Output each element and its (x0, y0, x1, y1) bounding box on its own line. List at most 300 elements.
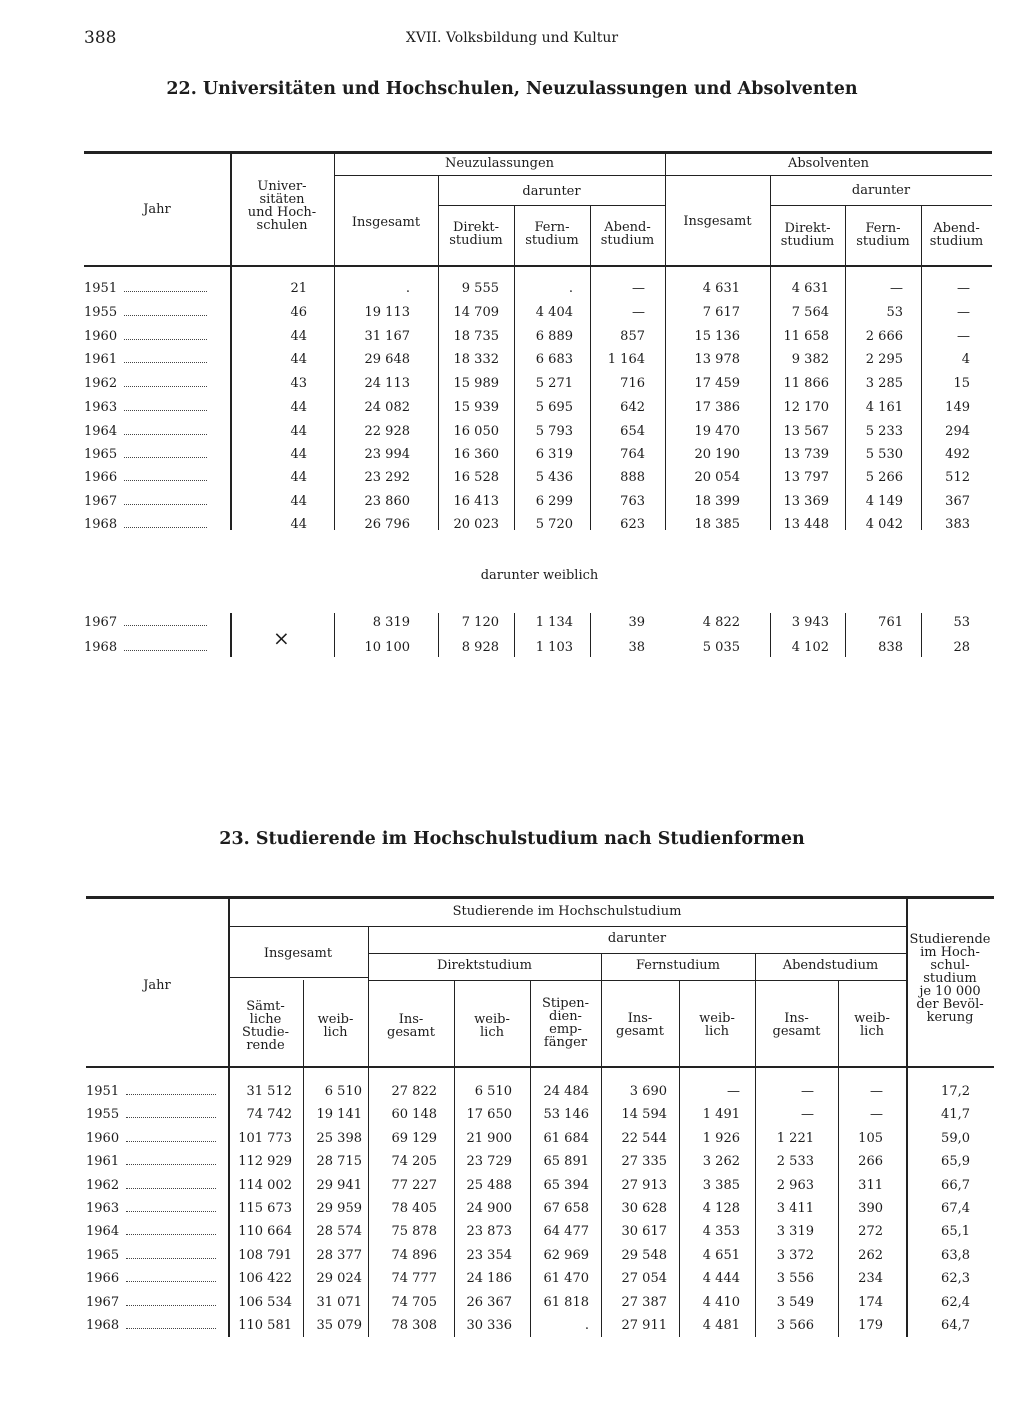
table-cell: 27 913 (621, 1178, 667, 1193)
dot-leader (126, 1188, 216, 1189)
table-cell: 4 404 (535, 305, 573, 320)
header-jahr: Jahr (143, 202, 171, 217)
table-cell: 23 860 (364, 494, 410, 509)
table-cell: 67 658 (543, 1201, 589, 1216)
column-rule (368, 926, 369, 1337)
year-label: 1965 (86, 1248, 120, 1263)
dot-leader (126, 1164, 216, 1165)
table-cell: 6 319 (535, 447, 573, 462)
table-cell: 23 292 (364, 470, 410, 485)
header-bottom-rule (84, 265, 992, 267)
year-label: 1963 (86, 1201, 120, 1216)
table-cell: 764 (620, 447, 645, 462)
row-year (86, 1224, 216, 1240)
table-cell: 110 664 (238, 1224, 292, 1239)
row-year (86, 1154, 216, 1170)
table-cell: 2 533 (776, 1154, 814, 1169)
table-cell: 4 128 (702, 1201, 740, 1216)
table-cell: 4 102 (791, 640, 829, 655)
table-cell: — (801, 1084, 814, 1099)
row-year (84, 517, 207, 533)
table-cell: 31 071 (316, 1295, 362, 1310)
table-cell: 1 926 (702, 1131, 740, 1146)
dot-leader (124, 527, 207, 528)
table-cell: 27 335 (621, 1154, 667, 1169)
table-cell: 4 444 (702, 1271, 740, 1286)
table-cell: 26 367 (466, 1295, 512, 1310)
table-cell: 14 594 (621, 1107, 667, 1122)
table-cell: 41,7 (941, 1107, 970, 1122)
table-cell: 64 477 (543, 1224, 589, 1239)
column-rule (514, 613, 515, 657)
table-cell: 13 567 (783, 424, 829, 439)
table-cell: 18 332 (453, 352, 499, 367)
year-label: 1960 (84, 329, 118, 344)
table-cell: 31 512 (246, 1084, 292, 1099)
table-cell: 149 (945, 400, 970, 415)
table-cell: 4 (961, 352, 970, 367)
table-cell: 23 994 (364, 447, 410, 462)
table22-title: 22. Universitäten und Hochschulen, Neuzulassungen und Absolventen (166, 79, 858, 99)
table-cell: 3 262 (702, 1154, 740, 1169)
year-label: 1961 (84, 352, 118, 367)
table-cell: 29 941 (316, 1178, 362, 1193)
table-cell: 22 544 (621, 1131, 667, 1146)
row-year (86, 1131, 216, 1147)
table-cell: 28 574 (316, 1224, 362, 1239)
table-cell: 65 394 (543, 1178, 589, 1193)
table-cell: 62,3 (941, 1271, 970, 1286)
year-label: 1962 (84, 376, 118, 391)
table-cell: 2 963 (776, 1178, 814, 1193)
table-cell: 761 (878, 615, 903, 630)
table-cell: 29 024 (316, 1271, 362, 1286)
table-cell: — (870, 1107, 883, 1122)
table-cell: 18 735 (453, 329, 499, 344)
table-cell: 6 683 (535, 352, 573, 367)
table-cell: 7 564 (791, 305, 829, 320)
table-cell: 74 896 (391, 1248, 437, 1263)
table-cell: 26 796 (364, 517, 410, 532)
column-rule (334, 151, 335, 530)
row-year (84, 352, 207, 368)
table-cell: 642 (620, 400, 645, 415)
column-rule (514, 205, 515, 530)
table-cell: 16 528 (453, 470, 499, 485)
dot-leader (124, 386, 207, 387)
table-cell: 75 878 (391, 1224, 437, 1239)
header-neuzulassungen: Neuzulassungen (444, 156, 555, 171)
year-label: 1955 (86, 1107, 120, 1122)
row-year (84, 281, 207, 297)
dot-leader (126, 1281, 216, 1282)
table-cell: 19 113 (364, 305, 410, 320)
table-cell: 857 (620, 329, 645, 344)
table-cell: 44 (290, 494, 307, 509)
table-cell: 74 777 (391, 1271, 437, 1286)
dot-leader (124, 339, 207, 340)
table-cell: 888 (620, 470, 645, 485)
header-weiblich: weib- lich (474, 1012, 510, 1040)
column-rule (590, 613, 591, 657)
table-cell: 1 164 (607, 352, 645, 367)
dot-leader (124, 434, 207, 435)
table-cell: 3 411 (776, 1201, 814, 1216)
table-cell: 4 042 (865, 517, 903, 532)
table-cell: 13 448 (783, 517, 829, 532)
table-cell: 65,9 (941, 1154, 970, 1169)
header-insgesamt: Ins- gesamt (387, 1012, 435, 1040)
table-cell: 13 797 (783, 470, 829, 485)
table-cell: 77 227 (391, 1178, 437, 1193)
table-cell: 23 873 (466, 1224, 512, 1239)
header-stipendienempfaenger: Stipen- dien- emp- fänger (541, 996, 590, 1050)
table-cell: 8 928 (461, 640, 499, 655)
page-header: XVII. Volksbildung und Kultur (405, 30, 619, 46)
year-label: 1968 (86, 1318, 120, 1333)
table-cell: . (568, 281, 573, 296)
row-year (84, 424, 207, 440)
table-cell: 763 (620, 494, 645, 509)
table-cell: 1 491 (702, 1107, 740, 1122)
row-year (84, 447, 207, 463)
table-cell: 44 (290, 329, 307, 344)
header-weiblich: weib- lich (854, 1011, 890, 1039)
table-cell: 18 399 (694, 494, 740, 509)
dot-leader (124, 457, 207, 458)
table-cell: 65 891 (543, 1154, 589, 1169)
row-year (84, 470, 207, 486)
header-universitaeten: Univer- sitäten und Hoch- schulen (247, 179, 317, 233)
table-cell: 1 221 (776, 1131, 814, 1146)
table-cell: 5 233 (865, 424, 903, 439)
year-label: 1964 (84, 424, 118, 439)
table-cell: 262 (858, 1248, 883, 1263)
table-cell: 179 (858, 1318, 883, 1333)
table-cell: 311 (858, 1178, 883, 1193)
table-cell: — (632, 305, 645, 320)
table-cell: 38 (628, 640, 645, 655)
header-abendstudium: Abendstudium (782, 958, 879, 973)
table-cell: 5 271 (535, 376, 573, 391)
year-label: 1951 (86, 1084, 120, 1099)
table-cell: 78 308 (391, 1318, 437, 1333)
year-label: 1966 (86, 1271, 120, 1286)
table-cell: . (584, 1318, 589, 1333)
table-cell: 5 793 (535, 424, 573, 439)
column-rule (755, 953, 756, 1337)
table-cell: 23 354 (466, 1248, 512, 1263)
header-insgesamt: Insgesamt (351, 215, 421, 230)
table-cell: 19 141 (316, 1107, 362, 1122)
row-year (84, 329, 207, 345)
table-cell: 46 (290, 305, 307, 320)
year-label: 1960 (86, 1131, 120, 1146)
page-number: 388 (84, 28, 117, 48)
table-cell: — (890, 281, 903, 296)
table-cell: 35 079 (316, 1318, 362, 1333)
table-cell: 3 566 (776, 1318, 814, 1333)
table-cell: 44 (290, 447, 307, 462)
table-cell: 44 (290, 470, 307, 485)
table-cell: 4 481 (702, 1318, 740, 1333)
row-year (84, 305, 207, 321)
top-rule (86, 896, 994, 899)
table-cell: 234 (858, 1271, 883, 1286)
table-cell: — (957, 281, 970, 296)
table-cell: 74 742 (246, 1107, 292, 1122)
table-cell: 22 928 (364, 424, 410, 439)
table-cell: 17 386 (694, 400, 740, 415)
table-cell: 16 413 (453, 494, 499, 509)
table-cell: 15 939 (453, 400, 499, 415)
table-cell: 24 484 (543, 1084, 589, 1099)
table-cell: 2 666 (865, 329, 903, 344)
year-label: 1965 (84, 447, 118, 462)
table-cell: 5 695 (535, 400, 573, 415)
table-cell: 3 285 (865, 376, 903, 391)
row-year (86, 1271, 216, 1287)
table-cell: 3 385 (702, 1178, 740, 1193)
column-rule (334, 613, 335, 657)
row-year (84, 615, 207, 631)
table-cell: 112 929 (238, 1154, 292, 1169)
dot-leader (124, 625, 207, 626)
table-cell: — (870, 1084, 883, 1099)
header-direktstudium: Direkt- studium (780, 221, 835, 249)
table-cell: 16 360 (453, 447, 499, 462)
year-label: 1967 (86, 1295, 120, 1310)
table-cell: 105 (858, 1131, 883, 1146)
table-cell: 74 205 (391, 1154, 437, 1169)
column-rule (590, 205, 591, 530)
header-weiblich: weib- lich (317, 1012, 354, 1040)
table-cell: 24 186 (466, 1271, 512, 1286)
table-cell: 11 866 (783, 376, 829, 391)
table-cell: 4 149 (865, 494, 903, 509)
rule (228, 977, 368, 978)
dot-leader (124, 480, 207, 481)
table-cell: 17,2 (941, 1084, 970, 1099)
row-year (86, 1295, 216, 1311)
table-cell: 27 054 (621, 1271, 667, 1286)
table-cell: 27 822 (391, 1084, 437, 1099)
row-year (84, 376, 207, 392)
header-insgesamt: Ins- gesamt (616, 1011, 664, 1039)
table-cell: 19 470 (694, 424, 740, 439)
table-cell: 106 422 (238, 1271, 292, 1286)
header-absolventen: Absolventen (787, 156, 870, 171)
table-cell: 5 436 (535, 470, 573, 485)
table-cell: 62,4 (941, 1295, 970, 1310)
table-cell: 78 405 (391, 1201, 437, 1216)
dot-leader (124, 410, 207, 411)
table-cell: 512 (945, 470, 970, 485)
table-cell: 20 023 (453, 517, 499, 532)
rule (438, 205, 665, 206)
table-cell: 44 (290, 517, 307, 532)
table-cell: 44 (290, 424, 307, 439)
column-rule (845, 613, 846, 657)
table-cell: 29 548 (621, 1248, 667, 1263)
dot-leader (124, 650, 207, 651)
table-cell: 272 (858, 1224, 883, 1239)
header-bottom-rule (86, 1066, 994, 1068)
header-saemtliche-studierende: Sämt- liche Studie- rende (241, 999, 290, 1053)
table-cell: 65,1 (941, 1224, 970, 1239)
dot-leader (124, 291, 207, 292)
table-cell: 716 (620, 376, 645, 391)
table-cell: 3 319 (776, 1224, 814, 1239)
row-year (84, 640, 207, 656)
column-rule (665, 151, 666, 530)
table-cell: 4 161 (865, 400, 903, 415)
table-cell: 20 054 (694, 470, 740, 485)
table-cell: — (727, 1084, 740, 1099)
table-cell: 25 488 (466, 1178, 512, 1193)
table-cell: 24 082 (364, 400, 410, 415)
table-cell: 15 989 (453, 376, 499, 391)
column-rule (921, 613, 922, 657)
table-cell: 59,0 (941, 1131, 970, 1146)
table-cell: 29 959 (316, 1201, 362, 1216)
table-cell: 7 617 (702, 305, 740, 320)
rule (665, 175, 992, 176)
table-cell: 20 190 (694, 447, 740, 462)
table-cell: . (405, 281, 410, 296)
column-rule (921, 205, 922, 530)
header-darunter: darunter (607, 931, 667, 946)
table-cell: 24 900 (466, 1201, 512, 1216)
table-cell: 390 (858, 1201, 883, 1216)
header-studierende: Studierende im Hochschulstudium (452, 904, 682, 919)
table-cell: 5 530 (865, 447, 903, 462)
table-cell: 18 385 (694, 517, 740, 532)
table-cell: 39 (628, 615, 645, 630)
table-cell: 62 969 (543, 1248, 589, 1263)
table-cell: 7 120 (461, 615, 499, 630)
column-rule (845, 205, 846, 530)
table-cell: 53 (886, 305, 903, 320)
table-cell: 15 (953, 376, 970, 391)
table-cell: 21 900 (466, 1131, 512, 1146)
table-cell: 17 459 (694, 376, 740, 391)
table-cell: 60 148 (391, 1107, 437, 1122)
header-studierende-je-10000: Studierende im Hoch- schul- studium je 10 000 der Bevöl- kerung (909, 932, 991, 1025)
table-cell: 29 648 (364, 352, 410, 367)
year-label: 1968 (84, 517, 118, 532)
table-cell: 5 720 (535, 517, 573, 532)
column-rule (601, 953, 602, 1337)
row-year (86, 1107, 216, 1123)
table-cell: 13 369 (783, 494, 829, 509)
top-rule (84, 151, 992, 154)
year-label: 1961 (86, 1154, 120, 1169)
table-cell: 30 628 (621, 1201, 667, 1216)
table-cell: 266 (858, 1154, 883, 1169)
table-cell: 66,7 (941, 1178, 970, 1193)
table-cell: 9 555 (461, 281, 499, 296)
year-label: 1968 (84, 640, 118, 655)
column-rule (228, 896, 230, 1337)
rule (770, 205, 992, 206)
header-fernstudium: Fernstudium (635, 958, 721, 973)
table-cell: 294 (945, 424, 970, 439)
table-cell: 17 650 (466, 1107, 512, 1122)
dot-leader (124, 362, 207, 363)
table-cell: 43 (290, 376, 307, 391)
row-year (84, 400, 207, 416)
table-cell: 15 136 (694, 329, 740, 344)
header-darunter: darunter (522, 184, 581, 199)
table-cell: 30 617 (621, 1224, 667, 1239)
dot-leader (126, 1328, 216, 1329)
table-cell: 3 556 (776, 1271, 814, 1286)
table-cell: 8 319 (372, 615, 410, 630)
dot-leader (124, 315, 207, 316)
year-label: 1967 (84, 615, 118, 630)
table-cell: 27 387 (621, 1295, 667, 1310)
row-year (86, 1318, 216, 1334)
dot-leader (124, 504, 207, 505)
table-cell: 53 (953, 615, 970, 630)
row-year (86, 1201, 216, 1217)
header-abendstudium: Abend- studium (929, 221, 984, 249)
year-label: 1964 (86, 1224, 120, 1239)
table-cell: 61 470 (543, 1271, 589, 1286)
table-cell: 30 336 (466, 1318, 512, 1333)
table-cell: 10 100 (364, 640, 410, 655)
not-applicable-mark: × (273, 626, 290, 650)
dot-leader (126, 1094, 216, 1095)
rule (368, 953, 906, 954)
table-cell: 3 943 (791, 615, 829, 630)
table-cell: 16 050 (453, 424, 499, 439)
year-label: 1963 (84, 400, 118, 415)
table-cell: 1 103 (535, 640, 573, 655)
table-cell: 4 822 (702, 615, 740, 630)
year-label: 1966 (84, 470, 118, 485)
row-year (86, 1248, 216, 1264)
table-cell: 4 353 (702, 1224, 740, 1239)
table-cell: 21 (290, 281, 307, 296)
table-cell: 838 (878, 640, 903, 655)
table-cell: 28 715 (316, 1154, 362, 1169)
table-cell: 110 581 (238, 1318, 292, 1333)
year-label: 1967 (84, 494, 118, 509)
row-year (84, 494, 207, 510)
table-cell: 101 773 (238, 1131, 292, 1146)
table-cell: 367 (945, 494, 970, 509)
table-cell: 654 (620, 424, 645, 439)
table-cell: 44 (290, 400, 307, 415)
table-cell: 44 (290, 352, 307, 367)
dot-leader (126, 1141, 216, 1142)
table-cell: 14 709 (453, 305, 499, 320)
table-cell: 61 684 (543, 1131, 589, 1146)
table-cell: 69 129 (391, 1131, 437, 1146)
header-abendstudium: Abend- studium (600, 220, 655, 248)
year-label: 1951 (84, 281, 118, 296)
table-cell: 13 739 (783, 447, 829, 462)
column-rule (770, 613, 771, 657)
table-cell: 6 889 (535, 329, 573, 344)
table-cell: — (801, 1107, 814, 1122)
row-year (86, 1178, 216, 1194)
table-cell: 27 911 (621, 1318, 667, 1333)
table-cell: 31 167 (364, 329, 410, 344)
table-cell: — (957, 305, 970, 320)
